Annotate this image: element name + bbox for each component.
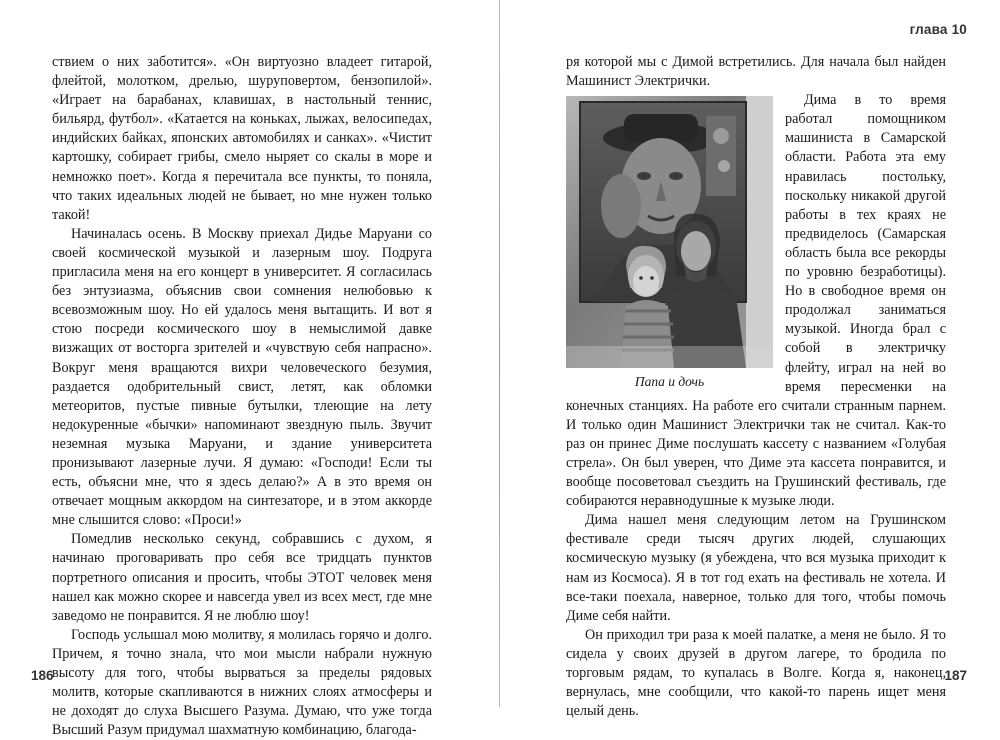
photo-figure: [566, 96, 773, 391]
left-paragraph-4: Господь услышал мою молитву, я молилась горячо и долго. Причем, я точно знала, что мои мысли набрали нужную высоту для того, чтобы вырваться за пределы рядовых молитв, которые скапливаются в нижних слоях атмосферы и не доходят до слуха Высшего Разума. Думаю, что уже тогда Высший Разум придумал шахматную комбинацию, благода-: [52, 626, 432, 739]
left-page: [0, 0, 499, 739]
chapter-running-head: глава 10: [909, 22, 967, 37]
photo-caption: Папа и дочь: [634, 374, 705, 390]
page-number-right: 187: [944, 668, 967, 683]
right-paragraph-3: Дима нашел меня следующим летом на Грушинском фестивале среди тысяч других людей, слушающих космическую музыку (я убеждена, что вся музыка приходит к нам из Космоса). Я в тот год ехать на фестиваль не хотела. И все-таки поехала, наверное, только для того, чтобы помочь Диме себя найти.: [566, 512, 946, 624]
page-number-left: 186: [31, 668, 54, 683]
left-paragraph-2: Начиналась осень. В Москву приехал Дидье Маруани со своей космической музыкой и лазерным шоу. Подруга пригласила меня на его концерт в университет. Я согласилась без энтузиазма, объяснив свои сомнения нелюбовью к всевозможным шоу. Но ей удалось меня вытащить. И вот я стою посреди космического шоу в немыслимой давке визжащих от восторга зрителей и «чувствую себя напрасно». Вокруг меня вращаются вихри человеческого безумия, раздается одобрительный свист, летят, как обломки метеоритов, пустые пивные бутылки, тлеющие на лету недокуренные «бычки» напоминают звездную пыль. Звучит неземная музыка Маруани, и здание университета пронизывают лазерные лучи. Я думаю: «Господи! Если ты есть, объясни мне, что я здесь делаю?» А в это время он отвечает мощным аккордом на синтезаторе, и в этом аккорде мне слышится слово: «Проси!»: [52, 225, 432, 529]
right-paragraph-4: Он приходил три раза к моей палатке, а меня не было. Я то сидела у своих друзей в другом лагере, то бродила по торговым рядам, то купалась в Волге. Когда я, наконец, вернулась, мне сообщили, что какой-то парень ищет меня целый день.: [566, 626, 946, 720]
left-paragraph-1: ствием о них заботится». «Он виртуозно владеет гитарой, флейтой, молотком, дрелью, шуруповертом, бензопилой». «Играет на барабанах, клавишах, в настольный теннис, бильярд, футбол». «Катается на коньках, лыжах, велосипедах, индийских байках, японских автомобилях и санках». «Чистит картошку, собирает грибы, смело ныряет со скалы в море и немножко поет». Когда я перечитала все пункты, то поняла, что таких идеальных людей не бывает, но мне нужен только такой!: [52, 54, 432, 223]
right-paragraph-1: ря которой мы с Димой встретились. Для начала был найден Машинист Электрички.: [566, 54, 946, 90]
right-page: [500, 0, 1000, 720]
family-photo: [566, 96, 773, 368]
left-paragraph-3: Помедлив несколько секунд, собравшись с духом, я начинаю проговаривать про себя все тридцать пунктов портретного описания и просить, чтобы ЭТОТ человек меня нашел как можно скорее и навсегда увел из всех мест, где мне заведомо не понравится. Я не люблю шоу!: [52, 531, 432, 624]
right-paragraph-2: Дима в то время работал помощником машиниста в Самарской области. Работа эта ему нравилась постольку, поскольку никакой другой работы в тех краях не предвиделось (Самарская область была все рекорды по уровню безработицы). Но в свободное время он продолжал заниматься музыкой. Иногда брал с собой в электричку флейту, играл на ней во время пересменки на конечных станциях. На работе его считали странным парнем. И только один Машинист Электрички так не считал. Как-то раз он принес Диме послушать кассету с названием «Голубая стрела». Он был уверен, что Диме эта кассета понравится, и вообще посоветовал съездить на Грушинский фестиваль, где собираются неравнодушные к музыке люди.: [566, 92, 946, 510]
left-text-block: [52, 53, 432, 740]
photo-illustration: [566, 96, 773, 368]
right-text-block: [566, 53, 946, 721]
